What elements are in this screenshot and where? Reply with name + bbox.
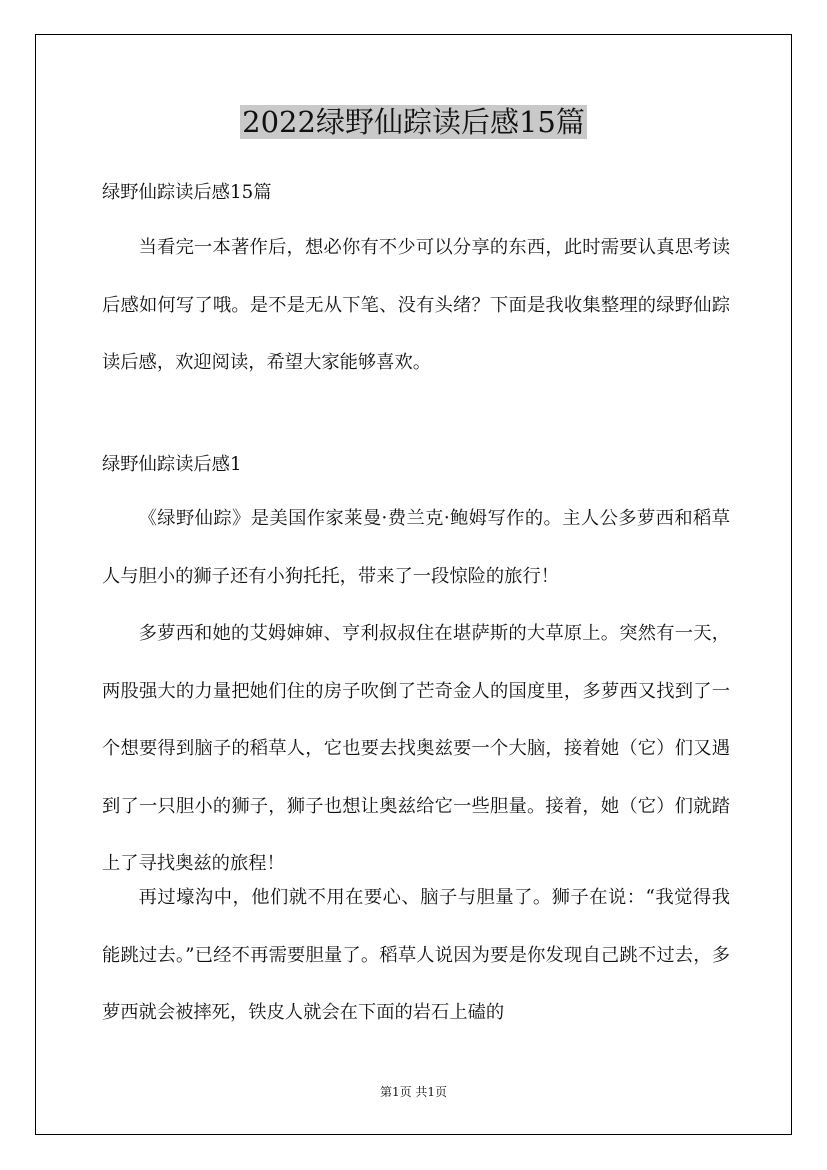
body-paragraph-3: 再过壕沟中，他们就不用在要心、脑子与胆量了。狮子在说：“我觉得我能跳过去。”已经不再需要胆量了。稻草人说因为要是你发现自己跳不过去，多萝西就会被摔死，铁皮人就会在下面的岩石上磕的 xyxy=(102,887,730,1023)
body-paragraph-1: 《绿野仙踪》是美国作家莱曼·费兰克·鲍姆写作的。主人公多萝西和稻草人与胆小的狮子还有小狗托托，带来了一段惊险的旅行！ xyxy=(102,508,730,587)
document-title: 2022绿野仙踪读后感15篇 xyxy=(242,105,585,139)
intro-paragraph: 当看完一本著作后，想必你有不少可以分享的东西，此时需要认真思考读后感如何写了哦。是不是无从下笔、没有头绪？下面是我收集整理的绿野仙踪读后感，欢迎阅读，希望大家能够喜欢。 xyxy=(102,237,730,373)
body-paragraph-2: 多萝西和她的艾姆婶婶、亨利叔叔住在堪萨斯的大草原上。突然有一天，两股强大的力量把她们住的房子吹倒了芒奇金人的国度里，多萝西又找到了一个想要得到脑子的稻草人，它也要去找奥兹要一个大脑，接着她（它）们又遇到了一只胆小的狮子，狮子也想让奥兹给它一些胆量。接着，她（它）们就踏上了寻找奥兹的旅程！ xyxy=(102,623,730,874)
page-footer: 第1页 共1页 xyxy=(379,1085,448,1099)
document-subtitle: 绿野仙踪读后感15篇 xyxy=(102,182,272,203)
section-heading: 绿野仙踪读后感1 xyxy=(102,454,242,475)
